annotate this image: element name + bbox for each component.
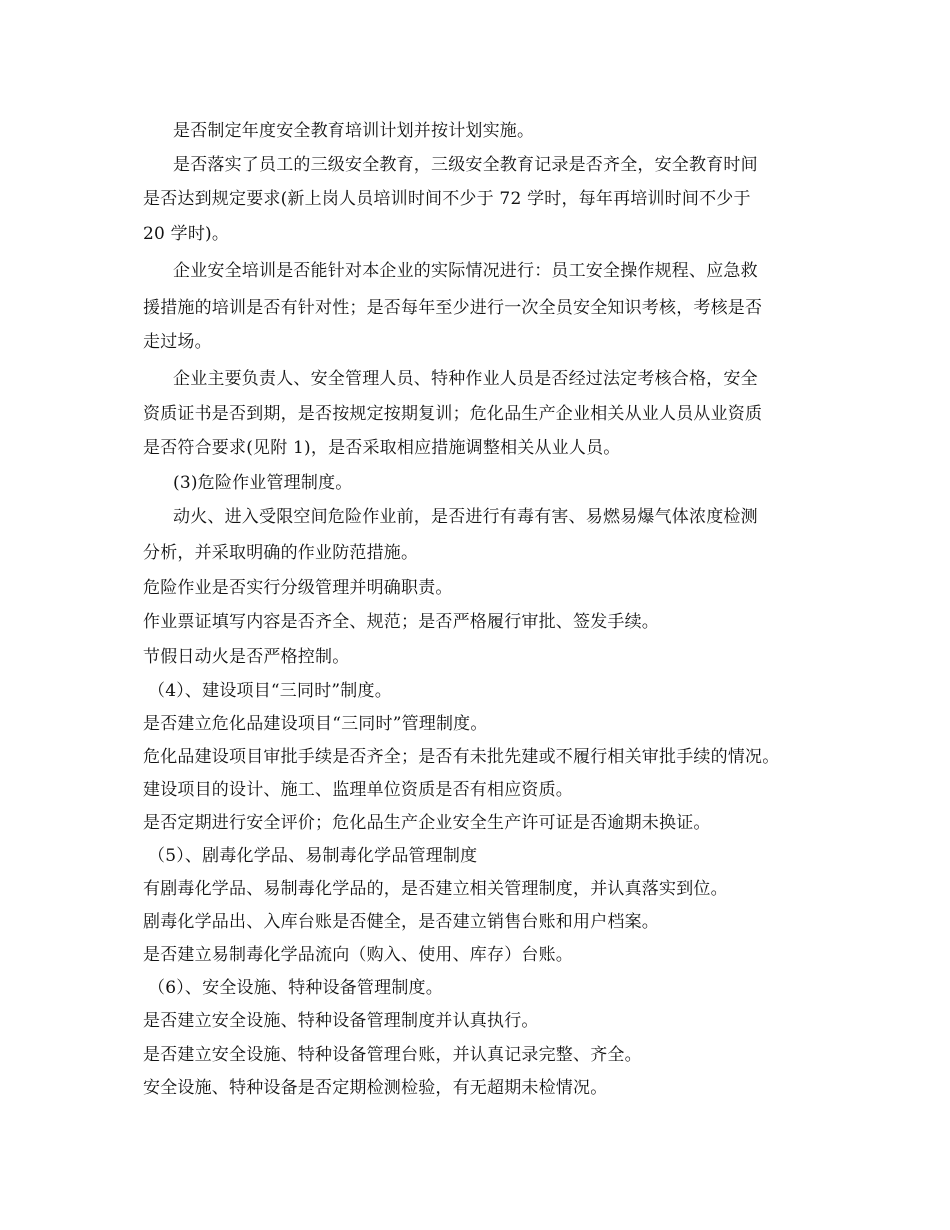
text-line: 危险作业是否实行分级管理并明确职责。 xyxy=(143,578,453,598)
text-line: 有剧毒化学品、易制毒化学品的，是否建立相关管理制度，并认真落实到位。 xyxy=(143,879,728,899)
section-heading: （4）、建设项目“三同时”制度。 xyxy=(148,681,392,701)
text-line: 企业安全培训是否能针对本企业的实际情况进行：员工安全操作规程、应急救 xyxy=(173,261,758,281)
text-line: 作业票证填写内容是否齐全、规范；是否严格履行审批、签发手续。 xyxy=(143,612,659,632)
text-line: 是否建立安全设施、特种设备管理制度并认真执行。 xyxy=(143,1011,539,1031)
text-line: 是否建立易制毒化学品流向（购入、使用、库存）台账。 xyxy=(143,945,573,965)
text-line: 安全设施、特种设备是否定期检测检验，有无超期未检情况。 xyxy=(143,1078,608,1098)
text-line: 是否落实了员工的三级安全教育，三级安全教育记录是否齐全，安全教育时间 xyxy=(173,155,758,175)
section-heading: （5）、剧毒化学品、易制毒化学品管理制度 xyxy=(148,846,478,866)
text-line: 分析，并采取明确的作业防范措施。 xyxy=(143,543,419,563)
text-line: 节假日动火是否严格控制。 xyxy=(143,647,350,667)
text-line: 走过场。 xyxy=(143,332,212,352)
text-line: 危化品建设项目审批手续是否齐全；是否有未批先建或不履行相关审批手续的情况。 xyxy=(143,747,780,767)
text-line: 动火、进入受限空间危险作业前，是否进行有毒有害、易燃易爆气体浓度检测 xyxy=(173,507,758,527)
text-line: 是否符合要求(见附 1)，是否采取相应措施调整相关从业人员。 xyxy=(143,438,621,458)
section-heading: （6）、安全设施、特种设备管理制度。 xyxy=(148,978,443,998)
text-line: 是否制定年度安全教育培训计划并按计划实施。 xyxy=(173,121,535,141)
text-line: 是否建立安全设施、特种设备管理台账，并认真记录完整、齐全。 xyxy=(143,1045,642,1065)
text-line: 企业主要负责人、安全管理人员、特种作业人员是否经过法定考核合格，安全 xyxy=(173,369,758,389)
text-line: 是否建立危化品建设项目“三同时”管理制度。 xyxy=(143,714,488,734)
section-heading: (3)危险作业管理制度。 xyxy=(173,473,353,493)
text-line: 是否达到规定要求(新上岗人员培训时间不少于 72 学时，每年再培训时间不少于 xyxy=(143,189,751,209)
text-line: 20 学时)。 xyxy=(143,224,230,244)
text-line: 资质证书是否到期，是否按规定按期复训；危化品生产企业相关从业人员从业资质 xyxy=(143,404,763,424)
text-line: 建设项目的设计、施工、监理单位资质是否有相应资质。 xyxy=(143,780,573,800)
text-line: 是否定期进行安全评价；危化品生产企业安全生产许可证是否逾期未换证。 xyxy=(143,813,711,833)
text-line: 援措施的培训是否有针对性；是否每年至少进行一次全员安全知识考核，考核是否 xyxy=(143,298,763,318)
text-line: 剧毒化学品出、入库台账是否健全，是否建立销售台账和用户档案。 xyxy=(143,912,659,932)
